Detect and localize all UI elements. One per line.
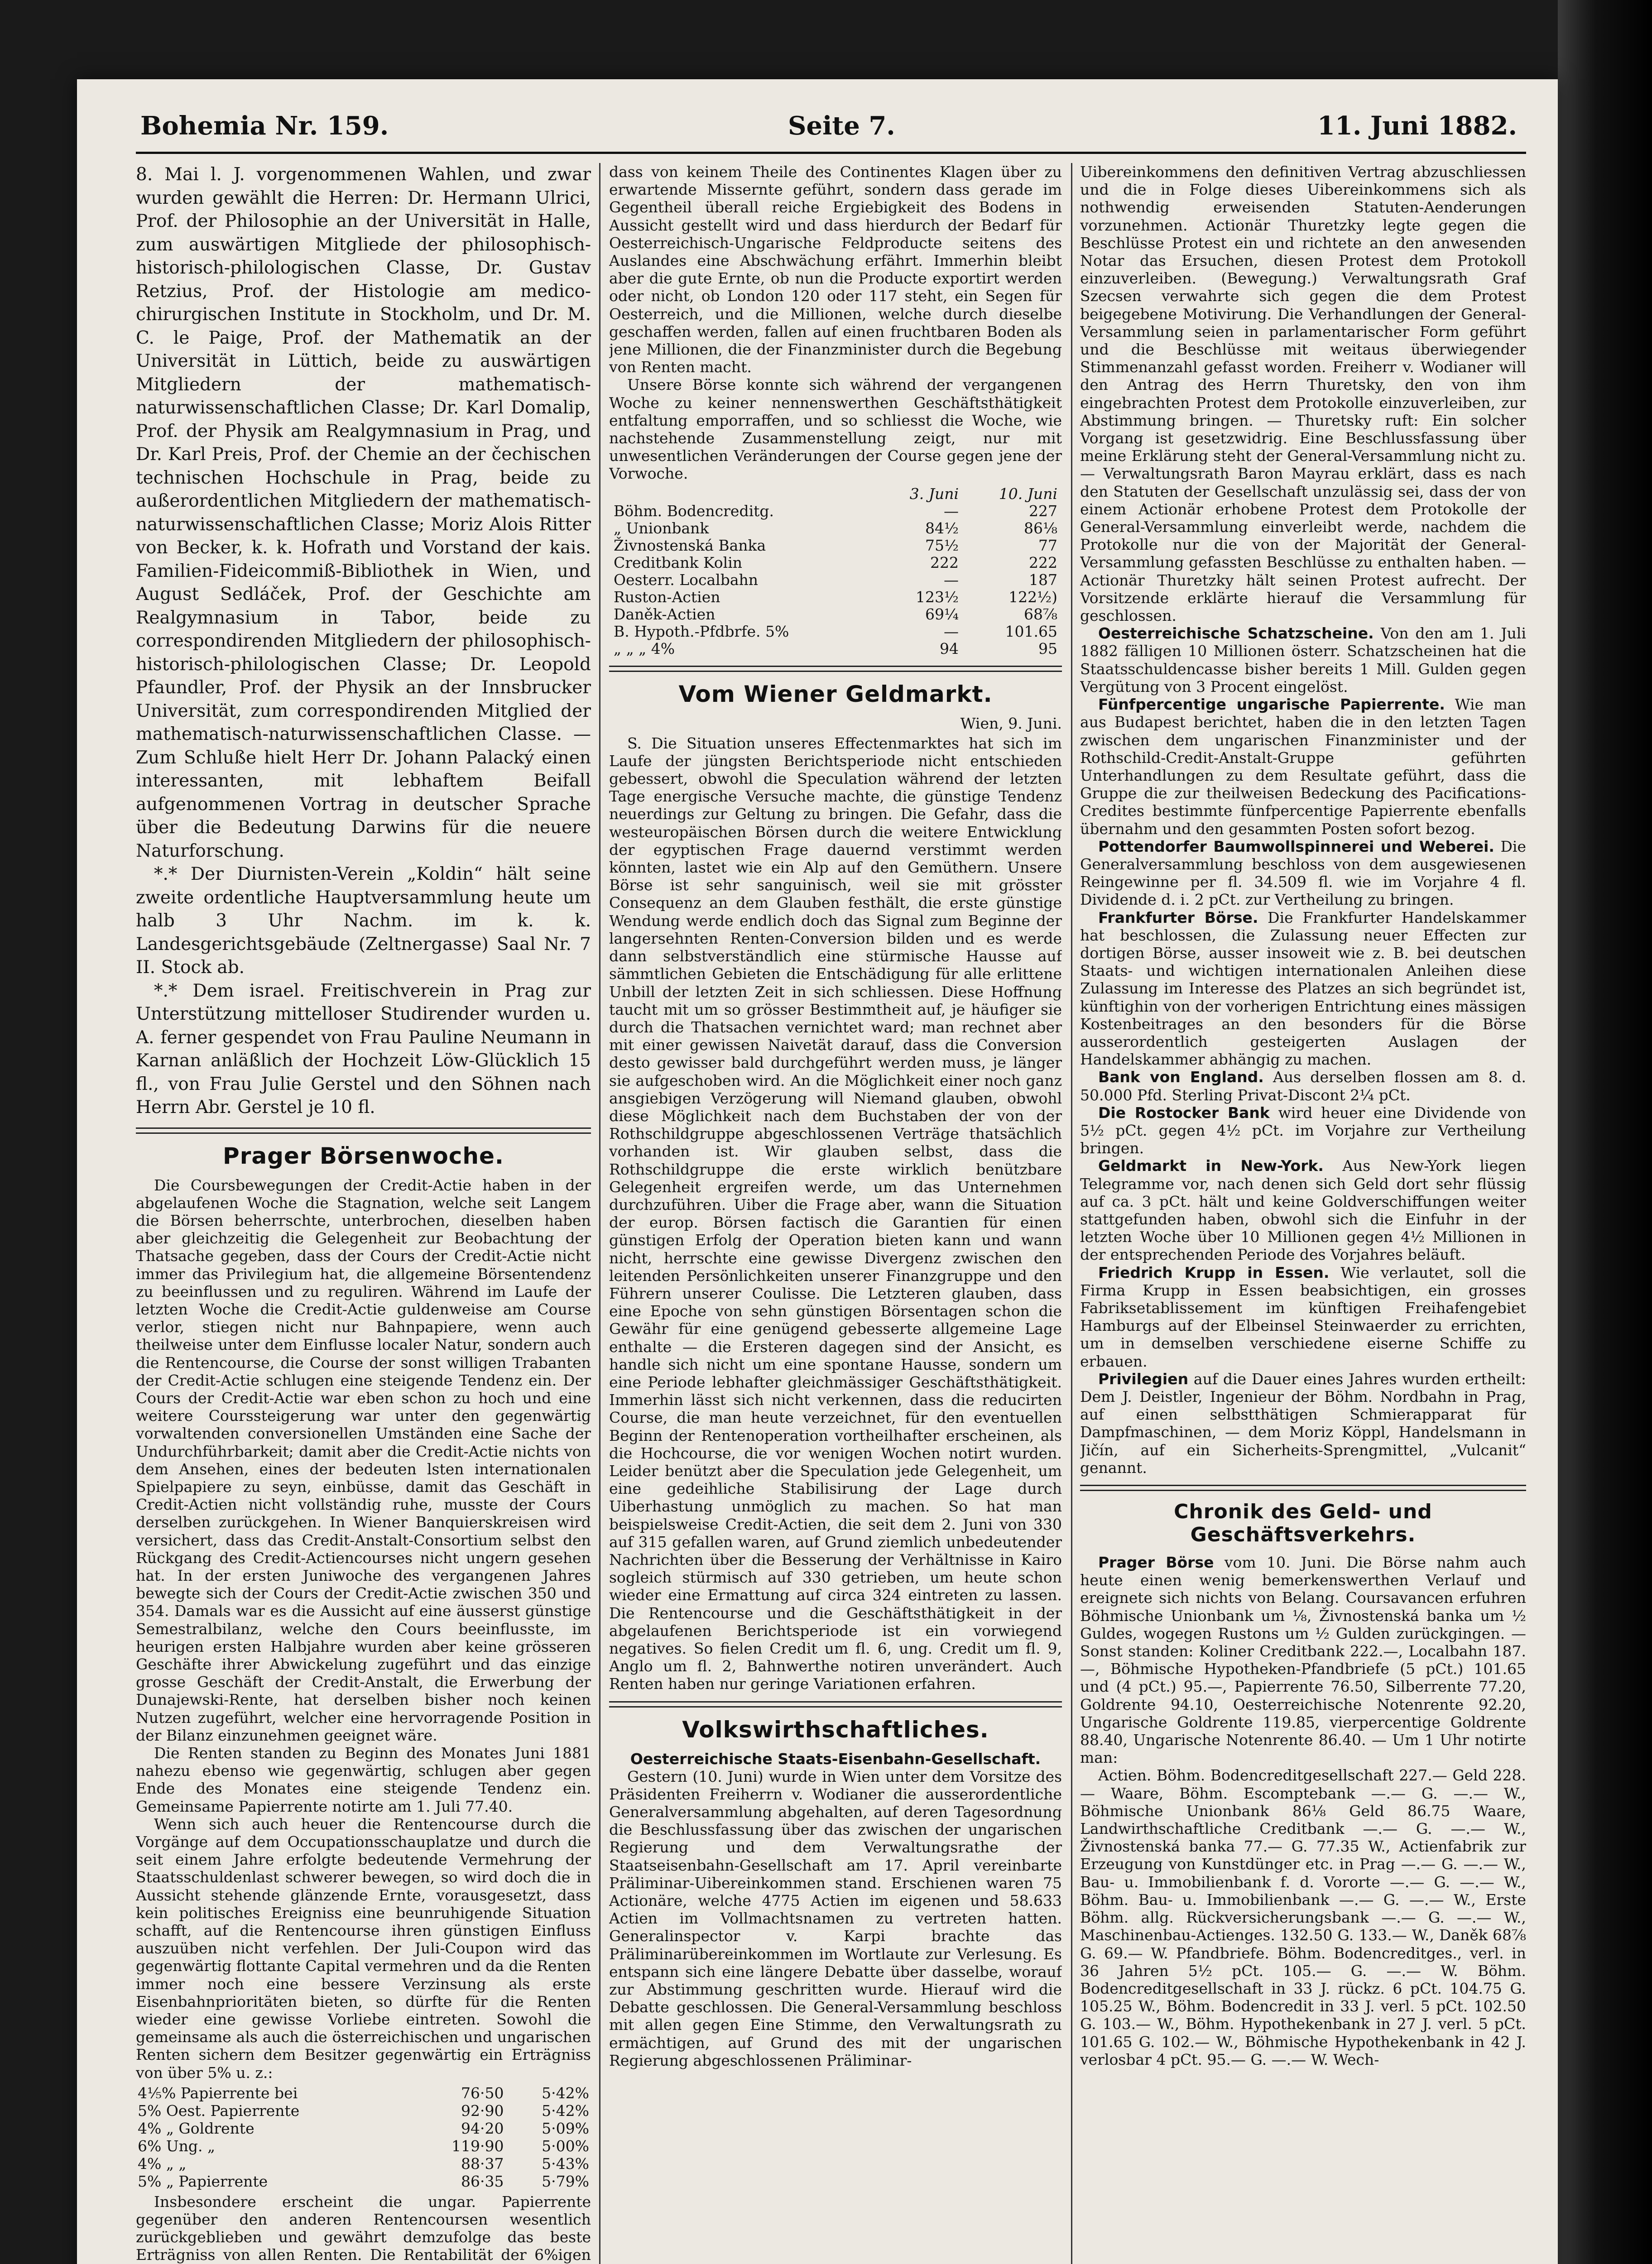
quote-row	[609, 520, 1062, 537]
rate-label: 4% „ Goldrente	[138, 2119, 255, 2137]
news-item	[1080, 1554, 1526, 1766]
quote-value-june-10: 222	[1029, 553, 1057, 571]
news-item	[1080, 1157, 1526, 1263]
rate-price: 92·90	[461, 2101, 504, 2120]
page-number: Seite 7.	[788, 111, 895, 141]
rate-row	[136, 2102, 591, 2120]
news-item	[1080, 1068, 1526, 1103]
quote-row	[609, 503, 1062, 520]
news-item-heading: Die Rostocker Bank	[1098, 1103, 1270, 1122]
news-item	[1080, 1104, 1526, 1157]
quotation-list: Actien. Böhm. Bodencreditgesellschaft 227.— Geld 228.— Waare, Böhm. Escomptebank —.— G. —.— W., Böhmische Unionbank 86⅛ Geld 86.75 Waare, Landwirthschaftliche Creditbank —.— G. —.— W., Živnostenská banka 77.— G. 77.35 W., Actienfabrik zur Erzeugung von Kunstdünger etc. in Prag —.— G. —.— W., Bau- u. Immobilienbank f. d. Vororte —.— G. —.— W., Böhm. Bau- u. Immobilienbank —.— G. —.— W., Erste Böhm. allg. Rückversicherungsbank —.— G. —.— W., Maschinenbau-Actienges. 132.50 G. 133.— W., Daněk 68⅞ G. 69.— W. Pfandbriefe. Böhm. Bodencreditges., verl. in 36 Jahren 5½ pCt. 105.— G. —.— W. Böhm. Bodencreditgesellschaft in 33 J. rückz. 6 pCt. 104.75 G. 105.25 W., Böhm. Bodencredit in 33 J. verl. 5 pCt. 102.50 G. 103.— W., Böhm. Hypothekenbank in 27 J. verl. 5 pCt. 101.65 G. 102.— W., Böhmische Hypothekenbank in 42 J. verlosbar 4 pCt. 95.— G. —.— W. Wech-	[1080, 1766, 1526, 2068]
quote-value-june-10: 95	[1038, 639, 1057, 657]
notice-freitischverein: *.* Dem israel. Freitischverein in Prag zur Unterstützung mittelloser Studirender wurden u. A. ferner gespendet von Frau Pauline Neumann in Karnan anläßlich der Hochzeit Löw-Glücklich 15 fl., von Frau Julie Gerstel und den Söhnen nach Herrn Abr. Gerstel je 10 fl.	[136, 980, 591, 1118]
rate-yield: 5·09%	[542, 2119, 589, 2137]
masthead-issue: Bohemia Nr. 159.	[140, 111, 389, 141]
article-paragraph: S. Die Situation unseres Effectenmarktes hat sich im Laufe der jüngsten Berichtsperiode nicht entschieden gebessert, obwohl die Speculation während der letzten Tage energische Versuche machte, die günstige Tendenz neuerdings zur Geltung zu bringen. Die Gefahr, dass die westeuropäischen Börsen durch die weitere Entwicklung der egyptischen Frage dauernd verstimmt werden könnten, lastet wie ein Alp auf den Gemüthern. Unsere Börse ist sehr sanguinisch, weil sie mit grösster Consequenz an dem Glauben festhält, die erste günstige Wendung werde endlich doch das Signal zum Beginne der langersehnten Renten-Conversion bilden und es werde dann selbstverständlich eine stürmische Hausse auf sämmtlichen Gebieten die Entschädigung für alle erlittene Unbill der letzten Zeit in sich schliessen. Diese Hoffnung taucht mit um so grösser Bestimmtheit auf, je häufiger sie durch die Thatsachen vernichtet ward; man rechnet aber mit einer gewissen Naivetät darauf, dass die Conversion desto gewisser bald durchgeführt werden muss, je länger sie aufgeschoben wird. An die Möglichkeit einer noch ganz ansgiebigen Verzögerung will Niemand glauben, obwohl diese Möglichkeit nach dem Buchstaben der von der Rothschildgruppe abgeschlossenen Verträge thatsächlich vorhanden ist. Wir glauben selbst, dass die Rothschildgruppe die erste wirklich benützbare Gelegenheit ergreifen werde, um das Unternehmen durchzuführen. Uiber die Frage aber, wann die Situation der europ. Börsen factisch die Garantien für einen günstigen Erfolg der Operation bieten kann und wann nicht, herrschte eine gewisse Divergenz zwischen den leitenden Persönlichkeiten unserer Finanzgruppe und den Führern unserer Coulisse. Die Letzteren glauben, dass eine Epoche von sehn günstigen Börsentagen schon die Gewähr für eine genügend gebesserte allgemeine Lage enthalte — die Ersteren dagegen sind der Ansicht, es handle sich nicht um eine spontane Hausse, sondern um eine Periode lebhafter gleichmässiger Geschäftsthätigkeit. Immerhin lässt sich nicht verkennen, dass die reducirten Course, die man heute verzeichnet, für den eventuellen Beginn der Rentenoperation vortheilhafter erscheinen, als die Hochcourse, die vor wenigen Wochen notirt wurden. Leider benützt aber die Speculation jede Gelegenheit, um eine gedeihliche Stabilisirung der Lage durch Uiberhastung unmöglich zu machen. So hat man beispielsweise Credit-Actien, die seit dem 2. Juni von 330 auf 315 gefallen waren, auf Grund ziemlich unbedeutender Nachrichten über die Besserung der Verhältnisse in Kairo sogleich stürmisch auf 330 getrieben, um heute schon wieder eine Ermattung auf circa 324 eintreten zu lassen. Die Rentencourse und die Geschäftsthätigkeit in der abgelaufenen Berichtsperiode ist ein vorwiegend negatives. So fielen Credit um fl. 6, ung. Credit um fl. 9, Anglo um fl. 2, Bahnwerthe notiren unverändert. Auch Renten haben nur geringe Variationen erfahren.	[609, 734, 1062, 1693]
quote-value-june-3: 84½	[925, 519, 959, 537]
article-paragraph: Die Coursbewegungen der Credit-Actie haben in der abgelaufenen Woche die Stagnation, welche seit Langem die Börsen beherrschte, unterbrochen, dieselben haben aber gleichzeitig die Gelegenheit zur Beobachtung der Thatsache gegeben, dass der Cours der Credit-Actie nicht immer das Privilegium hat, die allgemeine Börsentendenz zu beeinflussen und zu reguliren. Während im Laufe der letzten Woche die Credit-Actie guldenweise am Course verlor, stiegen nicht nur Bahnpapiere, wenn auch theilweise unter dem Einflusse localer Natur, sondern auch die Rentencourse, die Course der sonst willigen Trabanten der Credit-Actie schlugen eine steigende Tendenz ein. Der Cours der Credit-Actie war eben schon zu hoch und eine weitere Courssteigerung war unter den gegenwärtig vorwaltenden conversionellen Umständen eine Sache der Undurchführbarkeit; damit aber die Credit-Actie nichts von dem Ansehen, eines der bedeuten lsten internationalen Spielpapiere zu seyn, einbüsse, damit das Geschäft in Credit-Actien nicht vollständig ruhe, musste der Cours derselben zurückgehen. In Wiener Banquierskreisen wird versichert, dass das Credit-Anstalt-Consortium selbst den Rückgang des Credit-Actiencourses nicht ungern gesehen hat. In der ersten Juniwoche des vergangenen Jahres bewegte sich der Cours der Credit-Actie zwischen 350 und 354. Damals war es die Aussicht auf eine äusserst günstige Semestralbilanz, welche den Cours beeinflusste, im heurigen ersten Halbjahre wurden aber keine grösseren Geschäfte ihrer Abwickelung zugeführt und das einzige grosse Geschäft der Credit-Anstalt, die Erwerbung der Dunajewski-Rente, hat derselben bisher noch keinen Nutzen zugeführt, welcher eine hervorragende Position in der Bilanz einzunehmen geeignet wäre.	[136, 1176, 591, 1744]
quote-value-june-3: 94	[940, 639, 959, 657]
column-rule	[599, 163, 600, 2264]
news-item-heading: Geldmarkt in New-York.	[1098, 1157, 1324, 1175]
article-paragraph: Insbesondere erscheint die ungar. Papierrente gegenüber den anderen Rentencoursen wesentlich zurückgeblieben und gewährt demzufolge das beste Erträgniss von allen Renten. Die Rentabilität der 6%igen	[136, 2192, 591, 2264]
news-item-heading: Frankfurter Börse.	[1098, 908, 1258, 926]
rate-row	[136, 2155, 591, 2173]
quote-security: B. Hypoth.-Pfdbrfe. 5%	[614, 622, 789, 640]
quote-value-june-10: 68⅞	[1024, 605, 1057, 623]
quotes-col-date: 3. Juni	[909, 484, 959, 503]
news-item	[1080, 909, 1526, 1069]
news-item	[1080, 696, 1526, 838]
news-item-heading: Prager Börse	[1098, 1554, 1214, 1572]
column-rule	[1071, 163, 1072, 2264]
rate-label: 5% „ Papierrente	[138, 2172, 268, 2190]
rate-row	[136, 2084, 591, 2102]
quote-value-june-3: —	[944, 571, 959, 589]
quote-row	[609, 623, 1062, 640]
section-divider	[136, 1127, 591, 1134]
quote-value-june-3: 123½	[916, 588, 959, 606]
section-title-wiener-geldmarkt: Vom Wiener Geldmarkt.	[678, 681, 993, 707]
quote-security: Daněk-Actien	[614, 605, 716, 623]
news-item-heading: Pottendorfer Baumwollspinnerei und Weberei.	[1098, 837, 1494, 855]
news-item	[1080, 1264, 1526, 1370]
rate-price: 76·50	[461, 2084, 504, 2102]
quote-value-june-3: 222	[930, 553, 959, 571]
quote-value-june-10: 77	[1038, 536, 1057, 554]
section-title-chronik: Chronik des Geld- und Geschäftsverkehrs.	[1174, 1500, 1432, 1547]
news-item	[1080, 1370, 1526, 1477]
news-item-heading: Bank von England.	[1098, 1068, 1264, 1086]
news-item-text: Die Generalversammlung beschloss von dem ausgewiesenen Reingewinne per fl. 34.509 fl. wie im Vorjahre 4 fl. Dividende d. i. 2 pCt. zur Vertheilung zu bringen.	[1080, 837, 1526, 909]
article-paragraph: Unsere Börse konnte sich während der vergangenen Woche zu keiner nennenswerthen Geschäftsthätigkeit entfaltung emporraffen, und so schliesst die Woche, wie nachstehende Zusammenstellung zeigt, nur mit unwesentlichen Veränderungen der Course gegen jene der Vorwoche.	[609, 376, 1062, 483]
news-item-heading: Oesterreichische Schatzscheine.	[1098, 624, 1374, 643]
section-divider	[609, 666, 1062, 672]
section-divider	[609, 1701, 1062, 1708]
rate-label: 6% Ung. „	[138, 2137, 216, 2155]
column-1	[136, 163, 591, 2264]
rate-row	[136, 2173, 591, 2190]
article-paragraph: dass von keinem Theile des Continentes Klagen über zu erwartende Misserntе geführt, sondern dass gerade im Gegentheil überall reiche Ergiebigkeit des Bodens in Aussicht gestellt wird und dass hierdurch der Bedarf für Oesterreichisch-Ungarische Feldproducte seitens des Auslandes eine Abschwächung erfährt. Immerhin bleibt aber die gute Ernte, ob nun die Producte exportirt werden oder nicht, ob London 120 oder 117 steht, ein Segen für Oesterreich, und die Millionen, welche durch dieselbe geschaffen werden, fallen auf einen fruchtbaren Boden als jene Millionen, die der Finanzminister durch die Begebung von Renten macht.	[609, 163, 1062, 376]
rate-price: 88·37	[461, 2154, 504, 2173]
news-item-text: Aus derselben flossen am 8. d. 50.000 Pfd. Sterling Privat-Discont 2¼ pCt.	[1080, 1068, 1526, 1104]
book-binding-edge	[1558, 0, 1652, 2264]
rate-yield: 5·79%	[542, 2172, 589, 2190]
rate-label: 4% „ „	[138, 2154, 187, 2173]
notice-diurnisten-verein: *.* Der Diurnisten-Verein „Koldin“ hält seine zweite ordentliche Hauptversammlung heute um halb 3 Uhr Nachm. im k. k. Landesgerichtsgebäude (Zeltnergasse) Saal Nr. 7 II. Stock ab.	[136, 864, 591, 978]
news-item-text: wird heuer eine Dividende von 5½ pCt. gegen 4½ pCt. im Vorjahre zur Vertheilung bringen.	[1080, 1103, 1526, 1157]
rate-yield: 5·43%	[542, 2154, 589, 2173]
rate-row	[136, 2137, 591, 2155]
quote-value-june-10: 122½)	[1008, 588, 1057, 606]
rate-label: 5% Oest. Papierrente	[138, 2101, 300, 2120]
quote-value-june-10: 101.65	[1005, 622, 1057, 640]
dateline: Wien, 9. Juni.	[960, 714, 1062, 732]
quote-security: „ „ „ 4%	[614, 639, 675, 657]
news-item-text: vom 10. Juni. Die Börse nahm auch heute einen wenig bemerkenswerthen Verlauf und ereignete sich nichts von Belang. Coursavancen erfuhren Böhmische Unionbank um ⅛, Živnostenská banka um ½ Guldes, wogegen Rustons um ½ Gulden zurückgingen. — Sonst standen: Koliner Creditbank 222.—, Localbahn 187.—, Böhmische Hypotheken-Pfandbriefe (5 pCt.) 101.65 und (4 pCt.) 95.—, Papierrente 76.50, Silberrente 77.20, Goldrente 94.10, Oesterreichische Notenrente 92.20, Ungarische Goldrente 119.85, vierpercentige Goldrente 88.40, Ungarische Notenrente 86.40. — Um 1 Uhr notirte man:	[1080, 1554, 1526, 1767]
quote-value-june-10: 227	[1029, 502, 1057, 520]
quote-security: Živnostenská Banka	[614, 536, 766, 554]
quote-security: Oesterr. Localbahn	[614, 571, 759, 589]
rate-price: 119·90	[451, 2137, 504, 2155]
newspaper-page	[77, 79, 1558, 2264]
news-item-text: Aus New-York liegen Telegramme vor, nach denen sich Geld dort sehr flüssig auf ca. 3 pCt. hält und keine Goldverschiffungen weiter stattgefunden haben, obwohl sich die Einfuhr in der letzten Woche über 10 Millionen gegen 4½ Millionen in der entsprechenden Periode des Vorjahres beläuft.	[1080, 1157, 1526, 1264]
subhead-staatsbahn: Oesterreichische Staats-Eisenbahn-Gesellschaft.	[630, 1750, 1041, 1768]
article-paragraph: Wenn sich auch heuer die Rentencourse durch die Vorgänge auf dem Occupationsschauplatze und durch die seit einem Jahre erfolgte bedeutende Vermehrung der Staatsschuldenlast schwerer bewegen, so wird doch die in Aussicht stehende glänzende Ernte, vorausgesetzt, dass kein politisches Ereigniss eine beunruhigende Situation schafft, auf die Rentencourse ihren günstigen Einfluss auszuüben nicht verfehlen. Der Juli-Coupon wird das gegenwärtig flottante Capital vermehren und da die Renten immer noch eine bessere Verzinsung als erste Eisenbahnprioritäten bieten, so dürfte für die Renten wieder eine gewisse Vorliebe eintreten. Sowohl die gemeinsame als auch die österreichischen und ungarischen Renten sichern dem Besitzer gegenwärtig ein Erträgniss von über 5% u. z.:	[136, 1815, 591, 2082]
quote-row	[609, 606, 1062, 623]
rent-yield-table	[136, 2084, 591, 2190]
quote-row	[609, 571, 1062, 589]
news-item-text: Wie verlautet, soll die Firma Krupp in Essen beabsichtigen, ein grosses Fabriksetablissement im künftigen Freihafengebiet Hamburgs auf der Elbeinsel Steinwaerder zu errichten, um in demselben verschiedene eiserne Schiffe zu erbauen.	[1080, 1263, 1526, 1370]
news-item-text: Von den am 1. Juli 1882 fälligen 10 Millionen österr. Schatzscheinen hat die Staatsschuldencasse bisher bereits 1 Mill. Gulden gegen Vergütung von 3 Procent eingelöst.	[1080, 624, 1526, 696]
rate-row	[136, 2120, 591, 2137]
header-rule	[136, 152, 1526, 154]
quote-value-june-3: 69¼	[925, 605, 959, 623]
quote-value-june-10: 187	[1029, 571, 1057, 589]
section-divider	[1080, 1485, 1526, 1491]
quote-row	[609, 589, 1062, 606]
rate-yield: 5·42%	[542, 2101, 589, 2120]
rate-price: 86·35	[461, 2172, 504, 2190]
news-item	[1080, 624, 1526, 696]
rate-yield: 5·42%	[542, 2084, 589, 2102]
rate-price: 94·20	[461, 2119, 504, 2137]
news-item-text: auf die Dauer eines Jahres wurden ertheilt: Dem J. Deistler, Ingenieur der Böhm. Nordbahn in Prag, auf einen selbstthätigen Schmierapparat für Dampfmaschinen, — dem Moriz Köppl, Handelsmann in Jičín, auf ein Sicherheits-Sprengmittel, „Vulcanit“ genannt.	[1080, 1370, 1526, 1477]
news-item-heading: Privilegien	[1098, 1370, 1189, 1388]
quote-value-june-3: —	[944, 502, 959, 520]
page-header	[140, 111, 1517, 152]
rate-yield: 5·00%	[542, 2137, 589, 2155]
article-paragraph: Gestern (10. Juni) wurde in Wien unter dem Vorsitze des Präsidenten Freiherrn v. Wodianer die ausserordentliche Generalversammlung abgehalten, auf deren Tagesordnung die Beschlussfassung über das zwischen der ungarischen Regierung und dem Verwaltungsrathe der Staatseisenbahn-Gesellschaft am 17. April vereinbarte Präliminar-Uibereinkommen stand. Erschienen waren 75 Actionäre, welche 4775 Actien im eigenen und 58.633 Actien im Vollmachtsnamen zu vertreten hatten. Generalinspector v. Karpi brachte das Präliminarübereinkommen im Wortlaute zur Verlesung. Es entspann sich eine längere Debatte über dasselbe, worauf zur Abstimmung geschritten wurde. Hierauf wird die Debatte geschlossen. Die General-Versammlung beschloss mit allen gegen Eine Stimme, den Verwaltungsrath zu ermächtigen, auf Grund des mit der ungarischen Regierung abgeschlossenen Präliminar-	[609, 1767, 1062, 2069]
article-paragraph: Uibereinkommens den definitiven Vertrag abzuschliessen und die in Folge dieses Uibereinkommens sich als nothwendig erweisenden Statuten-Aenderungen vorzunehmen. Actionär Thuretzky legte gegen die Beschlüsse Protest ein und richtete an den anwesenden Notar das Ersuchen, diesen Protest dem Protokoll einzuverleiben. (Bewegung.) Verwaltungsrath Graf Szecsen verwahrte sich gegen die dem Protest beigegebene Motivirung. Die Verhandlungen der General-Versammlung seien in parlamentarischer Form geführt und die Beschlüsse mit weitaus überwiegender Stimmenanzahl gefasst worden. Freiherr v. Wodianer will den Antrag des Herrn Thuretsky, den von ihm eingebrachten Protest dem Protokolle einzuverleiben, zur Abstimmung bringen. — Thuretsky ruft: Ein solcher Vorgang ist gesetzwidrig. Eine Beschlussfassung über meine Erklärung steht der General-Versammlung nicht zu. — Verwaltungsrath Baron Mayrau erklärt, dass es nach den Statuten der Gesellschaft unzulässig sei, dass der von einem Actionär erhobene Protest dem Protokolle der General-Versammlung einverleibt werde, nachdem die Protokolle nur die von der Majorität der General-Versammlung gefassten Beschlüsse zu enthalten haben. — Actionär Thuretzky hält seinen Protest aufrecht. Der Vorsitzende erklärte hierauf die Versammlung für geschlossen.	[1080, 163, 1526, 625]
section-title-prager-boersenwoche: Prager Börsenwoche.	[223, 1142, 504, 1169]
quote-security: Böhm. Bodencreditg.	[614, 502, 774, 520]
news-item-heading: Fünfpercentige ungarische Papierrente.	[1098, 696, 1445, 714]
quote-security: Ruston-Actien	[614, 588, 720, 606]
quote-security: „ Unionbank	[614, 519, 709, 537]
news-item-text: Wie man aus Budapest berichtet, haben die in den letzten Tagen zwischen dem ungarischen Finanzminister und der Rothschild-Credit-Anstalt-Gruppe geführten Unterhandlungen zu dem Resultate geführt, dass die Gruppe die zur theilweisen Bedeckung des Pacifications-Credites bestimmte fünfpercentige Papierrente ebenfalls übernahm und den gesammten Posten sofort bezog.	[1080, 696, 1526, 838]
issue-date: 11. Juni 1882.	[1317, 111, 1517, 141]
news-item-text: Die Frankfurter Handelskammer hat beschlossen, die Zulassung neuer Effecten zur dortigen Börse, ausser insoweit wie z. B. bei deutschen Staats- und wichtigen internationalen Anleihen diese Zulassung im Interesse des Platzes an sich begründet ist, künftighin von der vorherigen Entrichtung eines mässigen Kostenbeitrages an den besonders für die Börse ausserordentlich gesteigerten Auslagen der Handelskammer abhängig zu machen.	[1080, 908, 1526, 1069]
quotes-col-name	[609, 485, 879, 503]
quote-value-june-10: 86⅛	[1024, 519, 1057, 537]
weekly-quotes-table	[609, 485, 1062, 657]
section-title-volkswirthschaftliches: Volkswirthschaftliches.	[682, 1716, 989, 1743]
academy-election-report: 8. Mai l. J. vorgenommenen Wahlen, und zwar wurden gewählt die Herren: Dr. Hermann Ulrici, Prof. der Philosophie an der Universität in Halle, zum auswärtigen Mitgliede der philosophisch-historisch-philologischen Classe, Dr. Gustav Retzius, Prof. der Histologie am medico-chirurgischen Institute in Stockholm, und Dr. M. C. le Paige, Prof. der Mathematik an der Universität in Lüttich, beide zu auswärtigen Mitgliedern der mathematisch-naturwissenschaftlichen Classe; Dr. Karl Domalip, Prof. der Physik am Realgymnasium in Prag, und Dr. Karl Preis, Prof. der Chemie an der čechischen technischen Hochschule in Prag, beide zu außerordentlichen Mitgliedern der mathematisch-naturwissenschaftlichen Classe; Moriz Alois Ritter von Becker, k. k. Hofrath und Vorstand der kais. Familien-Fideicommiß-Bibliothek in Wien, und August Sedláček, Prof. der Geschichte am Realgymnasium in Tabor, beide zu correspondirenden Mitgliedern der philosophisch-historisch-philologischen Classe; Dr. Leopold Pfaundler, Prof. der Physik an der Innsbrucker Universität, zum correspondirenden Mitglied der mathematisch-naturwissenschaftlichen Classe. — Zum Schluße hielt Herr Dr. Johann Palacký einen interessanten, mit lebhaftem Beifall aufgenommenen Vortrag in deutscher Sprache über die Bedeutung Darwins für die neuere Naturforschung.	[136, 164, 591, 861]
column-3	[1080, 163, 1526, 2264]
column-2	[609, 163, 1062, 2264]
quote-row	[609, 554, 1062, 571]
quote-value-june-3: —	[944, 622, 959, 640]
news-item-heading: Friedrich Krupp in Essen.	[1098, 1263, 1330, 1281]
quote-row	[609, 537, 1062, 554]
quotes-col-date: 10. Juni	[999, 484, 1057, 503]
rate-label: 4⅕% Papierrente bei	[138, 2084, 298, 2102]
article-paragraph: Die Renten standen zu Beginn des Monates Juni 1881 nahezu ebenso wie gegenwärtig, schlugen aber gegen Ende des Monates eine steigende Tendenz ein. Gemeinsame Papierrente notirte am 1. Juli 77.40.	[136, 1744, 591, 1815]
quote-value-june-3: 75½	[925, 536, 959, 554]
quote-security: Creditbank Kolin	[614, 553, 743, 571]
news-item	[1080, 838, 1526, 909]
quote-row	[609, 640, 1062, 657]
